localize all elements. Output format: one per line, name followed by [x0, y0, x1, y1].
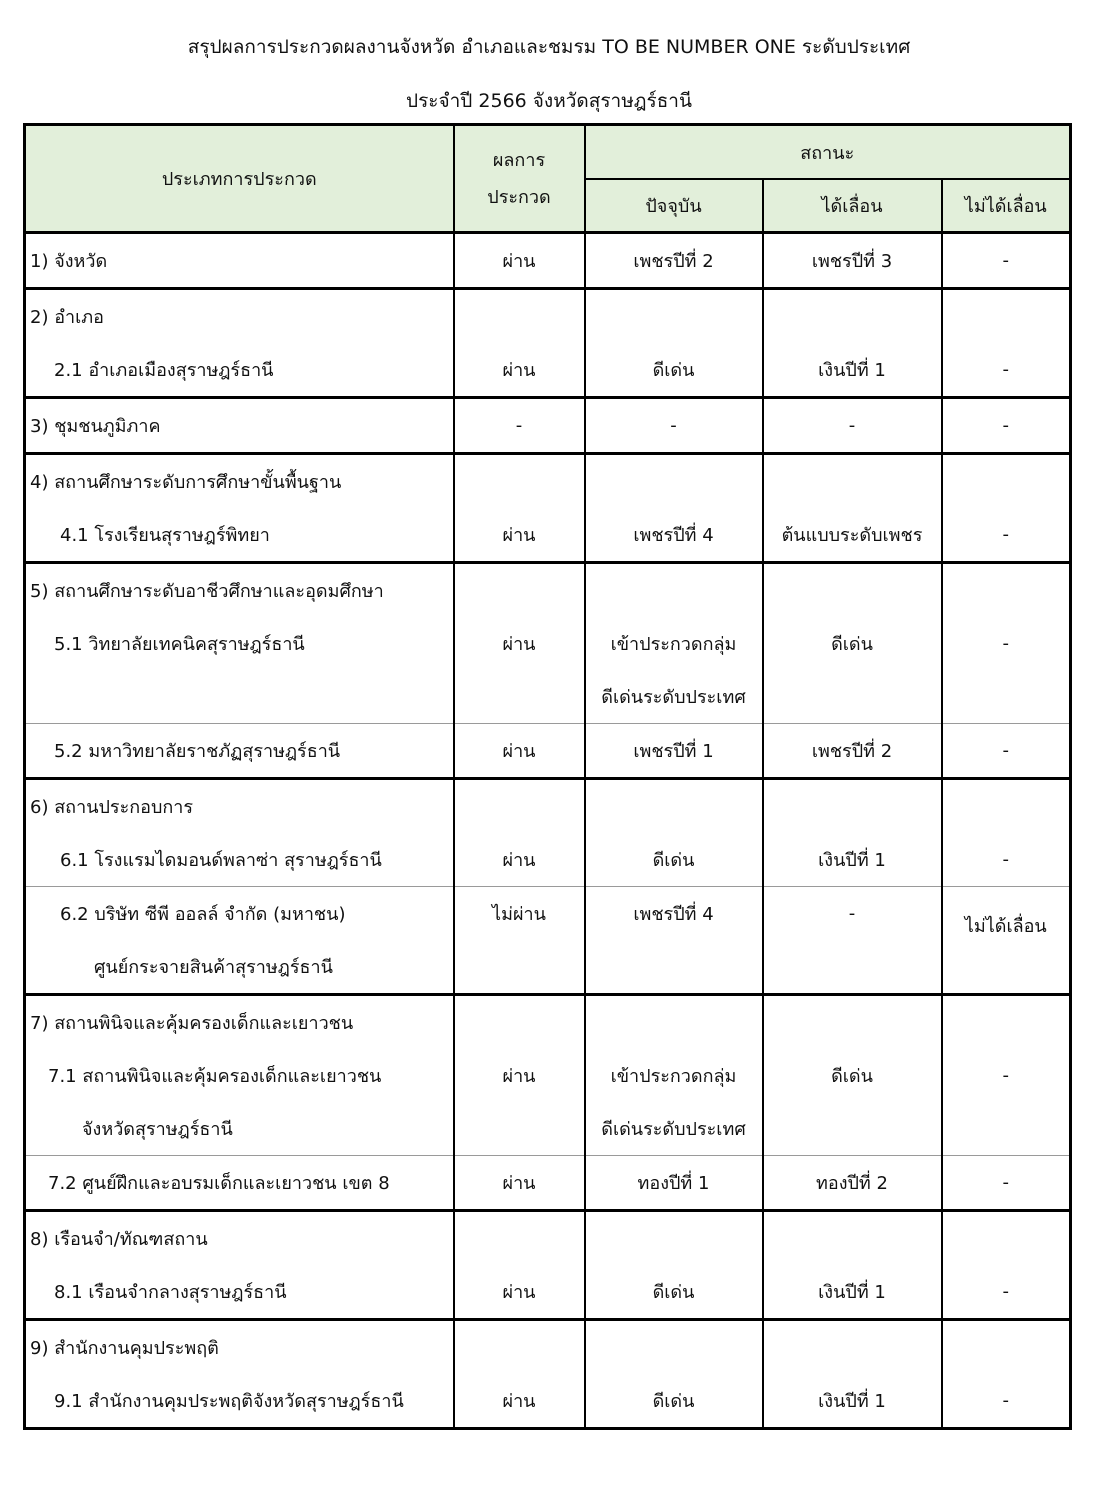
- not-promoted-cell: -: [942, 343, 1071, 398]
- result-cell: -: [454, 398, 585, 454]
- promoted-cell: ต้นแบบระดับเพชร: [763, 508, 942, 563]
- result-cell: [454, 1211, 585, 1266]
- current-cell: [585, 1211, 763, 1266]
- current-cell: -: [585, 398, 763, 454]
- table-row: [25, 1374, 1071, 1429]
- not-promoted-cell: [942, 670, 1071, 724]
- result-cell: ผ่าน: [454, 1156, 585, 1211]
- promoted-cell: [763, 1211, 942, 1266]
- table-row: [25, 1211, 1071, 1266]
- result-cell: ไม่ผ่าน: [454, 887, 585, 941]
- promoted-cell: -: [763, 887, 942, 941]
- result-cell: [454, 289, 585, 344]
- promoted-cell: เงินปีที่ 1: [763, 833, 942, 887]
- promoted-cell: เพชรปีที่ 2: [763, 724, 942, 779]
- result-cell: [454, 454, 585, 509]
- type-cell: 1) จังหวัด: [25, 233, 454, 289]
- promoted-cell: [763, 563, 942, 618]
- result-cell: [454, 940, 585, 995]
- type-cell: 8.1 เรือนจำกลางสุราษฎร์ธานี: [25, 1265, 454, 1320]
- result-cell: [454, 563, 585, 618]
- header-not-promoted: ไม่ได้เลื่อน: [942, 179, 1071, 233]
- table-row: [25, 289, 1071, 344]
- current-cell: [585, 289, 763, 344]
- table-row: [25, 995, 1071, 1050]
- promoted-cell: เงินปีที่ 1: [763, 1374, 942, 1429]
- current-cell: เพชรปีที่ 4: [585, 508, 763, 563]
- current-cell: ดีเด่น: [585, 833, 763, 887]
- promoted-cell: [763, 289, 942, 344]
- not-promoted-cell: -: [942, 1374, 1071, 1429]
- current-cell: ดีเด่นระดับประเทศ: [585, 1102, 763, 1156]
- current-cell: เพชรปีที่ 4: [585, 887, 763, 941]
- not-promoted-cell: -: [942, 1156, 1071, 1211]
- result-cell: ผ่าน: [454, 1374, 585, 1429]
- promoted-cell: [763, 779, 942, 834]
- table-row: [25, 343, 1071, 398]
- result-cell: ผ่าน: [454, 724, 585, 779]
- header-type: ประเภทการประกวด: [25, 125, 454, 233]
- not-promoted-cell: [942, 779, 1071, 834]
- not-promoted-cell: [942, 563, 1071, 618]
- table-row: [25, 563, 1071, 618]
- current-cell: เข้าประกวดกลุ่ม: [585, 617, 763, 670]
- promoted-cell: เงินปีที่ 1: [763, 1265, 942, 1320]
- result-cell: [454, 995, 585, 1050]
- type-cell: 6.1 โรงแรมไดมอนด์พลาซ่า สุราษฎร์ธานี: [25, 833, 454, 887]
- type-cell: 4.1 โรงเรียนสุราษฎร์พิทยา: [25, 508, 454, 563]
- promoted-cell: ทองปีที่ 2: [763, 1156, 942, 1211]
- table-row: [25, 724, 1071, 779]
- type-cell: 5.1 วิทยาลัยเทคนิคสุราษฎร์ธานี: [25, 617, 454, 670]
- type-cell: 9.1 สำนักงานคุมประพฤติจังหวัดสุราษฎร์ธานี: [25, 1374, 454, 1429]
- result-cell: ผ่าน: [454, 1049, 585, 1102]
- table-row: [25, 779, 1071, 834]
- type-cell: ศูนย์กระจายสินค้าสุราษฎร์ธานี: [25, 940, 454, 995]
- current-cell: ดีเด่น: [585, 1265, 763, 1320]
- type-cell: จังหวัดสุราษฎร์ธานี: [25, 1102, 454, 1156]
- type-cell: 2.1 อำเภอเมืองสุราษฎร์ธานี: [25, 343, 454, 398]
- current-cell: เพชรปีที่ 1: [585, 724, 763, 779]
- not-promoted-cell: [942, 1102, 1071, 1156]
- table-row: [25, 833, 1071, 887]
- current-cell: [585, 995, 763, 1050]
- current-cell: ทองปีที่ 1: [585, 1156, 763, 1211]
- table-row: [25, 398, 1071, 454]
- table-row: [25, 1320, 1071, 1375]
- promoted-cell: [763, 995, 942, 1050]
- result-cell: ผ่าน: [454, 833, 585, 887]
- table-row: [25, 1102, 1071, 1156]
- current-cell: [585, 1320, 763, 1375]
- current-cell: [585, 454, 763, 509]
- not-promoted-cell: -: [942, 508, 1071, 563]
- result-cell: [454, 1320, 585, 1375]
- not-promoted-cell: -: [942, 1265, 1071, 1320]
- promoted-cell: -: [763, 398, 942, 454]
- current-cell: [585, 563, 763, 618]
- table-row: [25, 1049, 1071, 1102]
- not-promoted-cell: -: [942, 1049, 1071, 1102]
- type-cell: [25, 670, 454, 724]
- type-cell: 6) สถานประกอบการ: [25, 779, 454, 834]
- not-promoted-cell: [942, 995, 1071, 1050]
- result-cell: [454, 1102, 585, 1156]
- table-row: [25, 940, 1071, 995]
- result-cell: ผ่าน: [454, 508, 585, 563]
- header-promoted: ได้เลื่อน: [763, 179, 942, 233]
- current-cell: ดีเด่นระดับประเทศ: [585, 670, 763, 724]
- document-title: สรุปผลการประกวดผลงานจังหวัด อำเภอและชมรม TO BE NUMBER ONE ระดับประเทศ: [187, 36, 911, 58]
- not-promoted-cell: -: [942, 233, 1071, 289]
- not-promoted-cell: [942, 940, 1071, 995]
- current-cell: [585, 779, 763, 834]
- table-row: [25, 670, 1071, 724]
- result-cell: [454, 779, 585, 834]
- promoted-cell: [763, 454, 942, 509]
- table-row: [25, 508, 1071, 563]
- type-cell: 6.2 บริษัท ซีพี ออลล์ จำกัด (มหาชน): [25, 887, 454, 941]
- result-cell: ผ่าน: [454, 233, 585, 289]
- not-promoted-cell: [942, 1211, 1071, 1266]
- table-row: [25, 887, 1071, 941]
- promoted-cell: [763, 1102, 942, 1156]
- not-promoted-cell: -: [942, 617, 1071, 670]
- current-cell: ดีเด่น: [585, 343, 763, 398]
- result-cell: ผ่าน: [454, 617, 585, 670]
- current-cell: เข้าประกวดกลุ่ม: [585, 1049, 763, 1102]
- current-cell: ดีเด่น: [585, 1374, 763, 1429]
- results-table: [23, 123, 1072, 1430]
- result-cell: ผ่าน: [454, 1265, 585, 1320]
- not-promoted-cell: ไม่ได้เลื่อน: [942, 887, 1071, 941]
- current-cell: [585, 940, 763, 995]
- not-promoted-cell: [942, 289, 1071, 344]
- current-cell: เพชรปีที่ 2: [585, 233, 763, 289]
- promoted-cell: [763, 1320, 942, 1375]
- type-cell: 7) สถานพินิจและคุ้มครองเด็กและเยาวชน: [25, 995, 454, 1050]
- promoted-cell: เพชรปีที่ 3: [763, 233, 942, 289]
- table-row: [25, 454, 1071, 509]
- promoted-cell: ดีเด่น: [763, 1049, 942, 1102]
- type-cell: 5) สถานศึกษาระดับอาชีวศึกษาและอุดมศึกษา: [25, 563, 454, 618]
- result-cell: ผ่าน: [454, 343, 585, 398]
- type-cell: 7.1 สถานพินิจและคุ้มครองเด็กและเยาวชน: [25, 1049, 454, 1102]
- type-cell: 4) สถานศึกษาระดับการศึกษาขั้นพื้นฐาน: [25, 454, 454, 509]
- type-cell: 7.2 ศูนย์ฝึกและอบรมเด็กและเยาวชน เขต 8: [25, 1156, 454, 1211]
- type-cell: 2) อำเภอ: [25, 289, 454, 344]
- table-row: [25, 1265, 1071, 1320]
- table-row: [25, 233, 1071, 289]
- promoted-cell: [763, 940, 942, 995]
- type-cell: 3) ชุมชนภูมิภาค: [25, 398, 454, 454]
- result-cell: [454, 670, 585, 724]
- promoted-cell: เงินปีที่ 1: [763, 343, 942, 398]
- header-status: สถานะ: [585, 125, 1071, 180]
- not-promoted-cell: [942, 454, 1071, 509]
- header-current: ปัจจุบัน: [585, 179, 763, 233]
- document-subtitle: ประจำปี 2566 จังหวัดสุราษฎร์ธานี: [406, 90, 692, 112]
- type-cell: 5.2 มหาวิทยาลัยราชภัฏสุราษฎร์ธานี: [25, 724, 454, 779]
- table-row: [25, 1156, 1071, 1211]
- type-cell: 8) เรือนจำ/ทัณฑสถาน: [25, 1211, 454, 1266]
- type-cell: 9) สำนักงานคุมประพฤติ: [25, 1320, 454, 1375]
- promoted-cell: ดีเด่น: [763, 617, 942, 670]
- not-promoted-cell: -: [942, 724, 1071, 779]
- header-result: ผลการ ประกวด: [454, 125, 585, 233]
- not-promoted-cell: -: [942, 398, 1071, 454]
- table-row: [25, 617, 1071, 670]
- not-promoted-cell: [942, 1320, 1071, 1375]
- promoted-cell: [763, 670, 942, 724]
- not-promoted-cell: -: [942, 833, 1071, 887]
